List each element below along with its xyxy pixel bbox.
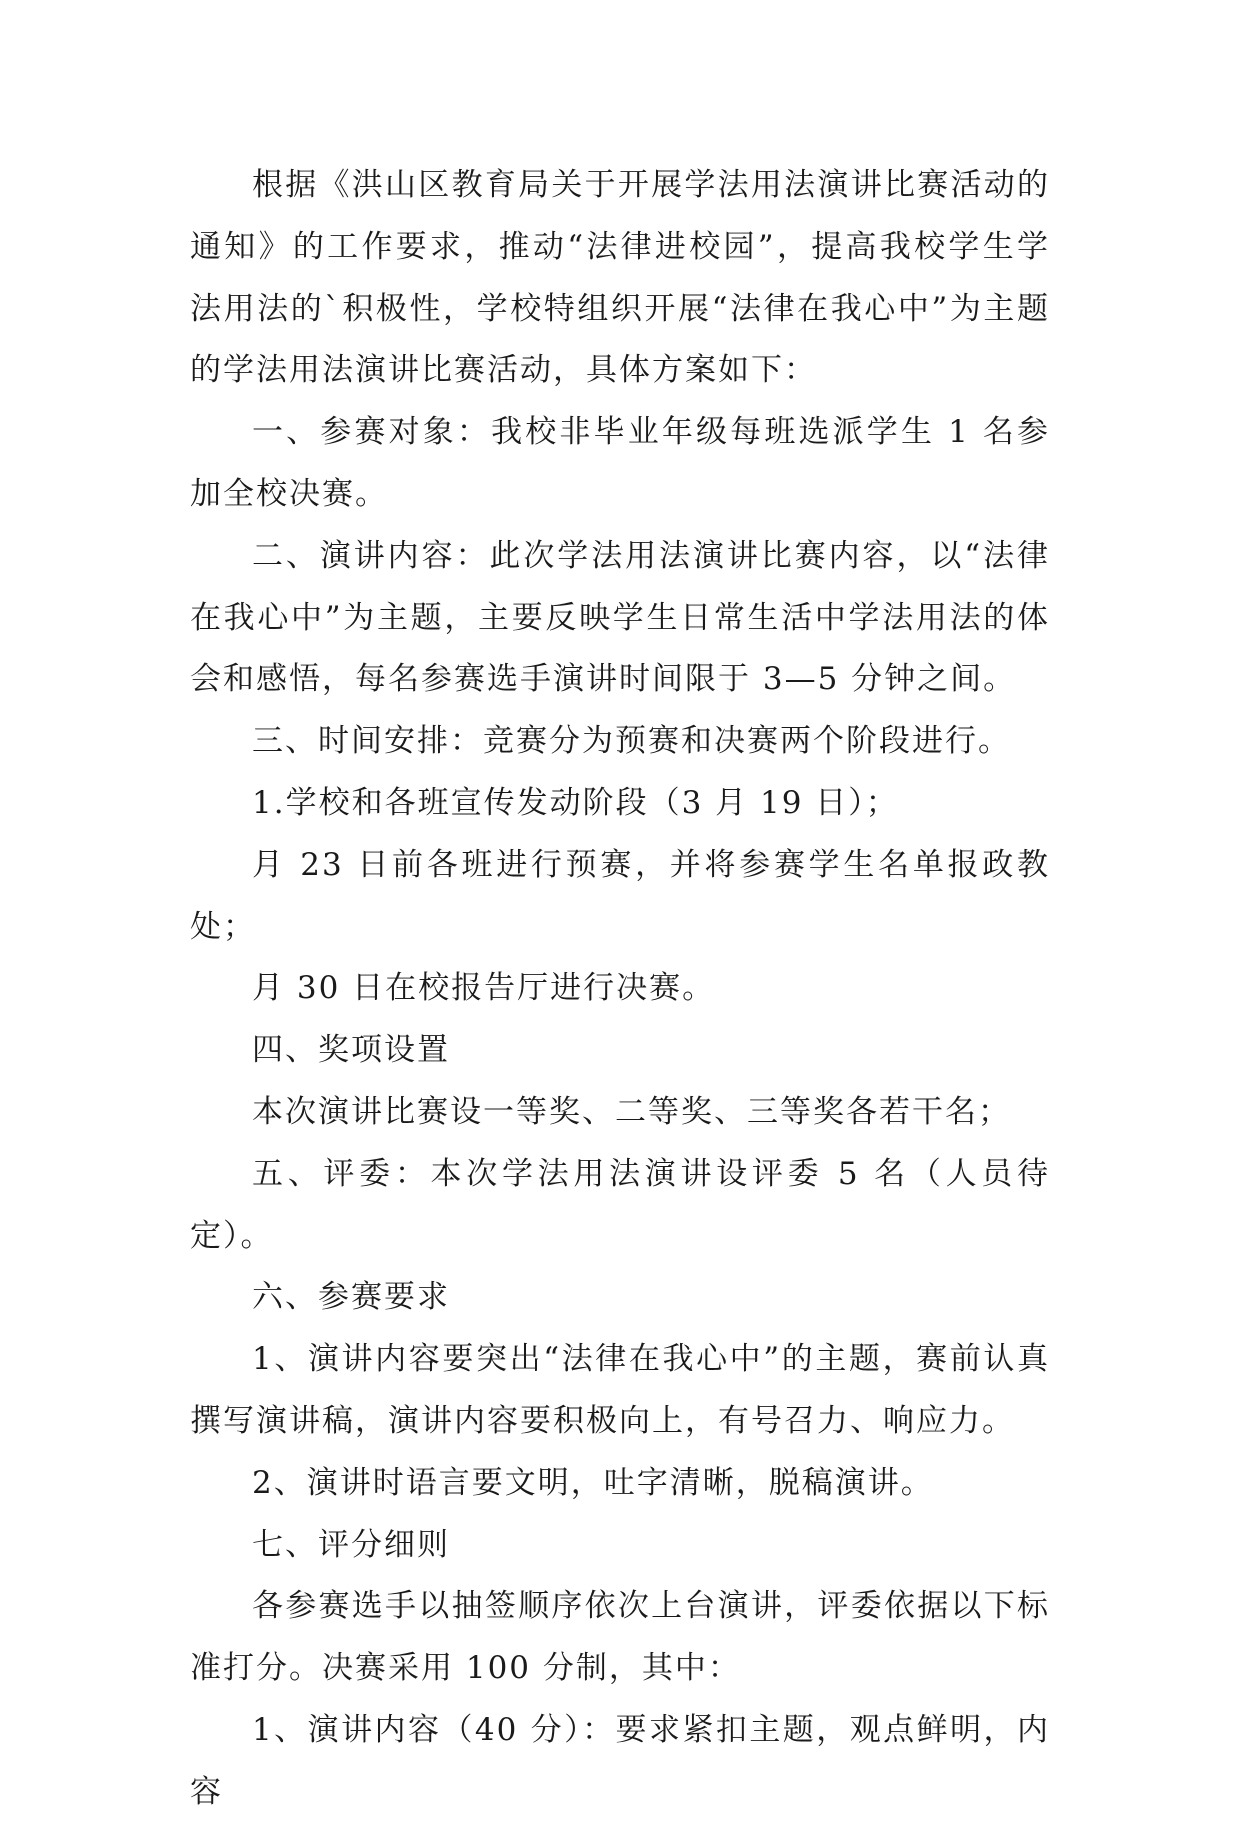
requirement-item-1: 1、演讲内容要突出“法律在我心中”的主题，赛前认真撰写演讲稿，演讲内容要积极向上，有号召力、响应力。 [190, 1341, 1050, 1439]
section-schedule-heading: 三、时间安排：竞赛分为预赛和决赛两个阶段进行。 [252, 723, 1011, 760]
section-speech-content: 二、演讲内容：此次学法用法演讲比赛内容，以“法律在我心中”为主题，主要反映学生日常生活中学法用法的体会和感悟，每名参赛选手演讲时间限于 3—5 分钟之间。 [190, 537, 1050, 698]
awards-detail: 本次演讲比赛设一等奖、二等奖、三等奖各若干名； [252, 1093, 1011, 1130]
requirement-item-2: 2、演讲时语言要文明，吐字清晰，脱稿演讲。 [252, 1464, 934, 1501]
schedule-item-2: 月 23 日前各班进行预赛，并将参赛学生名单报政教处； [190, 846, 1050, 945]
scoring-intro: 各参赛选手以抽签顺序依次上台演讲，评委依据以下标准打分。决赛采用 100 分制，其中： [190, 1588, 1050, 1687]
section-scoring-heading: 七、评分细则 [252, 1526, 450, 1563]
document-body [190, 155, 1050, 1824]
section-judges: 五、评委：本次学法用法演讲设评委 5 名（人员待定）。 [190, 1155, 1050, 1254]
schedule-item-1: 1.学校和各班宣传发动阶段（3 月 19 日）； [252, 784, 899, 821]
scoring-item-1: 1、演讲内容（40 分）：要求紧扣主题，观点鲜明，内容 [190, 1711, 1050, 1810]
schedule-item-3: 月 30 日在校报告厅进行决赛。 [252, 970, 716, 1007]
section-awards-heading: 四、奖项设置 [252, 1032, 450, 1069]
section-requirements-heading: 六、参赛要求 [252, 1279, 450, 1316]
intro-paragraph: 根据《洪山区教育局关于开展学法用法演讲比赛活动的通知》的工作要求，推动“法律进校园”，提高我校学生学法用法的`积极性，学校特组织开展“法律在我心中”为主题的学法用法演讲比赛活动，具体方案如下： [190, 167, 1050, 389]
section-participants: 一、参赛对象：我校非毕业年级每班选派学生 1 名参加全校决赛。 [190, 414, 1050, 512]
